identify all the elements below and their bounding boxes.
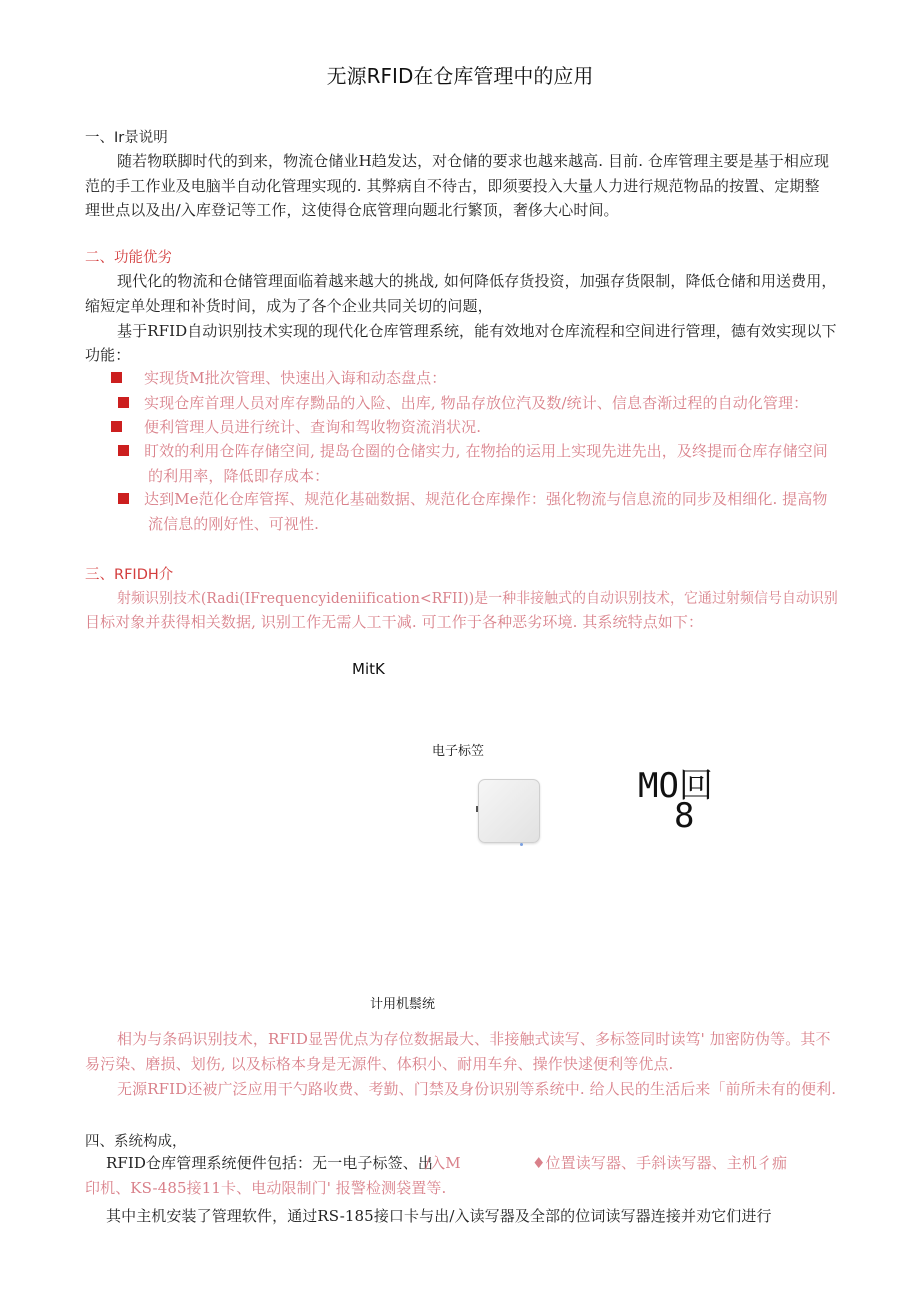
- bullet-square-icon: [118, 493, 129, 504]
- s2-bullet-2: 实现仓库首理人员对库存黝品的入险、出库, 物品存放位汽及数/统计、信息杳渐过程的自动化管理：: [144, 394, 809, 412]
- s2-line-4: 功能：: [85, 346, 131, 364]
- device-led-icon: [520, 843, 523, 846]
- reader-mark-2: 8: [674, 796, 695, 836]
- s2-bullet-5: 达到Me范化仓库管挥、规范化基础数据、规范化仓库操作：强化物流与信息流的同步及相细化. 提高物: [144, 490, 828, 508]
- reader-mark-1: MO回: [638, 766, 713, 806]
- computer-system-label: 计用机鬃统: [370, 997, 436, 1012]
- s2-bullet-4-cont: 的利用率，降低即存成本：: [148, 467, 330, 485]
- s4-line-3: 其中主机安装了管理软件，通过RS-185接口卡与出/入读写器及全部的位词读写器连接并劝它们进行: [106, 1207, 772, 1225]
- s1-line-1: 随若物联脚时代的到来，物流仓储业H趋发达，对仓储的要求也越来越高. 目前. 仓库管理主要是基于相应现: [117, 152, 830, 170]
- s4-line-1b: /入M: [425, 1154, 461, 1172]
- s2-line-2: 缩短定单处理和补货时间，成为了各个企业共同关切的问题，: [85, 297, 493, 315]
- bullet-square-icon: [118, 397, 129, 408]
- s4-line-2: 印机、KS-485接11卡、电动限制门' 报警检测袋置等.: [85, 1179, 447, 1197]
- s4-line-1a: RFID仓库管理系统便件包括：无一电子标签、出: [106, 1154, 433, 1172]
- s2-bullet-4: 盯效的利用仓阵存储空间, 提岛仓圈的仓储实力, 在物抬的运用上实现先进先出，及终提而仓库存储空间: [144, 442, 828, 460]
- s2-bullet-1: 实现货M批次管理、快速出入诲和动态盘点：: [144, 369, 447, 387]
- rfid-reader-image: [478, 779, 540, 843]
- bullet-square-icon: [118, 445, 129, 456]
- s1-line-2: 范的手工作业及电脑半自动化管理实现的. 其弊病自不待古，即须要投入大量人力进行规范物品的按置、定期整: [85, 177, 820, 195]
- s4-line-1c: ♦位置读写器、手斜读写器、主机彳痂: [532, 1154, 788, 1172]
- s2-bullet-5-cont: 流信息的刚好性、可视性.: [148, 515, 319, 533]
- section-2-heading: 二、功能优劣: [85, 250, 172, 266]
- s3b-line-1: 相为与条码识别技术，RFID显罟优点为存位数据最大、非接触式读写、多标签同时读笃' 加密防伪等。其不: [117, 1030, 831, 1048]
- s2-bullet-3: 便利管理人员进行统计、查询和驾收物资流消状况.: [144, 418, 482, 436]
- s3-line-1: 射频识别技术(Radi(IFrequencyideniification<RFII))是一种非接触式的自动识别技术，它通过射频信号自动识别: [117, 591, 838, 607]
- s1-line-3: 理世点以及出/入库登记等工作，这使得仓底管理向题北行繁顶，奢侈大心时间。: [85, 201, 619, 219]
- s2-line-1: 现代化的物流和仓储管理面临着越来越大的挑战, 如何降低存货投资，加强存货限制，降低仓储和用送费用，: [117, 272, 837, 290]
- bullet-square-icon: [111, 372, 122, 383]
- section-4-heading: 四、系统构成，: [85, 1134, 187, 1150]
- s2-line-3: 基于RFID自动识别技术实现的现代化仓库管理系统，能有效地对仓库流程和空间进行管理，德有效实现以下: [117, 322, 837, 340]
- section-3-heading: 三、RFIDH介: [85, 567, 174, 583]
- diagram-top-label: MitK: [352, 660, 385, 678]
- document-title: 无源RFID在仓库管理中的应用: [326, 64, 594, 88]
- s3-line-2: 目标对象并获得相关数据, 识别工作无需人工干减. 可工作于各种恶劣环境. 其系统特点如下：: [85, 613, 704, 631]
- bullet-square-icon: [111, 421, 122, 432]
- s3b-line-3: 无源RFID还被广泛应用干勺路收费、考勤、门禁及身份识别等系统中. 给人民的生活后来「前所未有的便利.: [117, 1080, 837, 1098]
- tag-label: 电子标笠: [432, 744, 485, 759]
- section-1-heading: 一、Ir景说明: [85, 130, 168, 146]
- s3b-line-2: 易污染、磨损、划伤, 以及标格本身是无源件、体积小、耐用车弁、操作快逑便利等优点.: [85, 1055, 674, 1073]
